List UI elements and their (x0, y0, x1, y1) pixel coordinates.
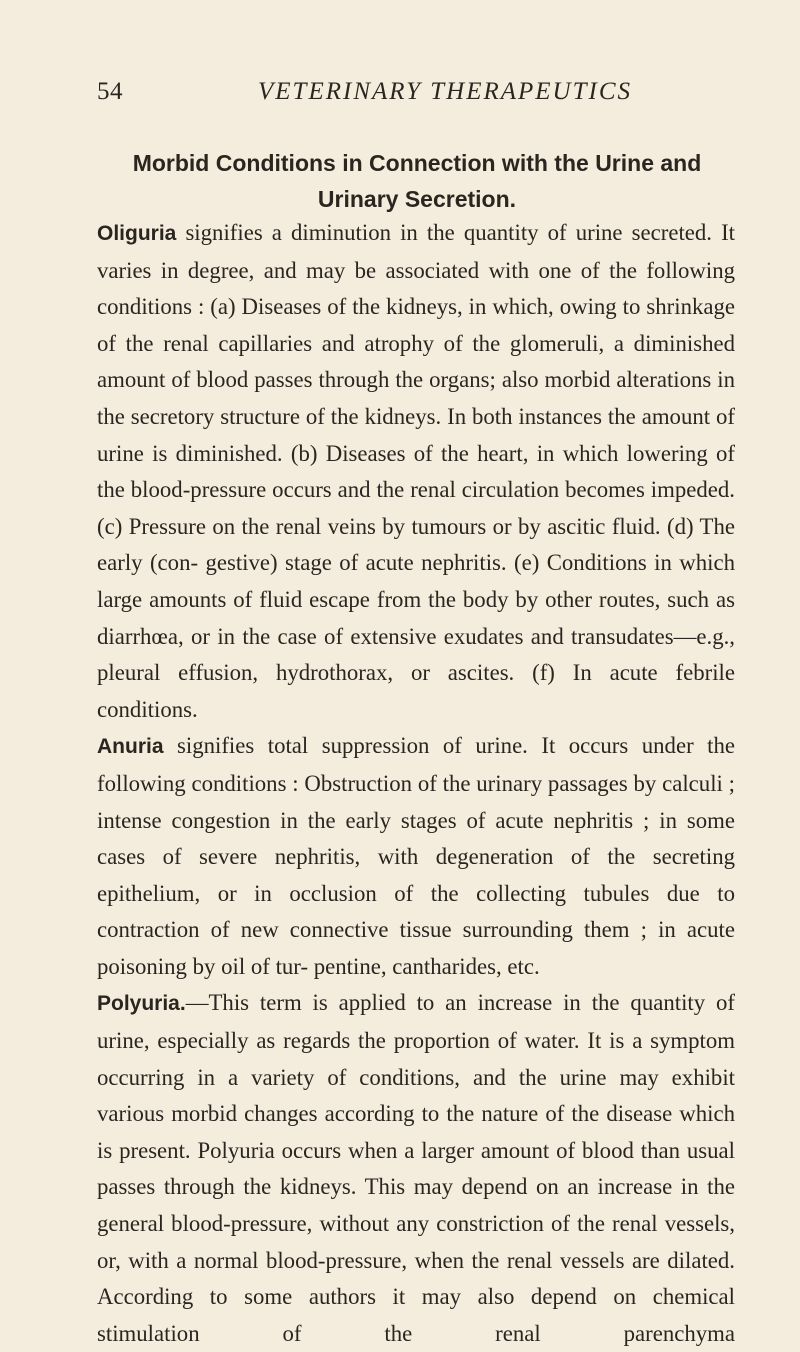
term-polyuria: Polyuria. (97, 992, 186, 1016)
term-oliguria: Oliguria (97, 222, 177, 245)
running-head (0, 78, 800, 110)
running-title: VETERINARY THERAPEUTICS (258, 78, 633, 105)
section-heading-line-1: Morbid Conditions in Connection with the Urine and (132, 150, 702, 176)
paragraph-anuria (97, 728, 735, 985)
anuria-text: signifies total suppression of urine. It occurs under the following conditions : Obstruction of the urinary passages by calculi ; intense congestion in the early stages of acute nephritis ; in some cases of severe nephritis, with degeneration of the secreting epithelium, or in occlusion of the collecting tubules due to contraction of new connective tissue surrounding them ; in acute poisoning by oil of tur- pentine, cantharides, etc. (97, 733, 735, 979)
polyuria-text: —This term is applied to an increase in the quantity of urine, especially as regards the proportion of water. It is a symptom occurring in a variety of conditions, and the urine may exhibit various morbid changes according to the nature of the disease which is present. Polyuria occurs when a larger amount of blood than usual passes through the kidneys. This may depend on an increase in the general blood-pressure, without any constriction of the renal vessels, or, with a normal blood-pressure, when the renal vessels are dilated. According to some authors it may also depend on chemical stimulation of the renal parenchyma (97, 990, 735, 1346)
section-heading-line-2: Urinary Secretion. (317, 186, 517, 212)
section-heading (97, 145, 737, 217)
page-number: 54 (97, 78, 123, 105)
term-anuria: Anuria (97, 735, 164, 759)
paragraph-polyuria (97, 985, 735, 1352)
body-text (97, 215, 735, 1352)
paragraph-oliguria (97, 215, 735, 728)
oliguria-text: signifies a diminution in the quantity of urine secreted. It varies in degree, and may be associated with one of the following conditions : (a) Diseases of the kidneys, in which, owing to shrinkage of the renal capillaries and atrophy of the glomeruli, a diminished amount of blood passes through the organs; also morbid alterations in the secretory structure of the kidneys. In both instances the amount of urine is diminished. (b) Diseases of the heart, in which lowering of the blood-pressure occurs and the renal circulation becomes impeded. (c) Pressure on the renal veins by tumours or by ascitic fluid. (d) The early (con- gestive) stage of acute nephritis. (e) Conditions in which large amounts of fluid escape from the body by other routes, such as diarrhœa, or in the case of extensive exudates and transudates—e.g., pleural effusion, hydrothorax, or ascites. (f) In acute febrile conditions. (97, 220, 735, 722)
